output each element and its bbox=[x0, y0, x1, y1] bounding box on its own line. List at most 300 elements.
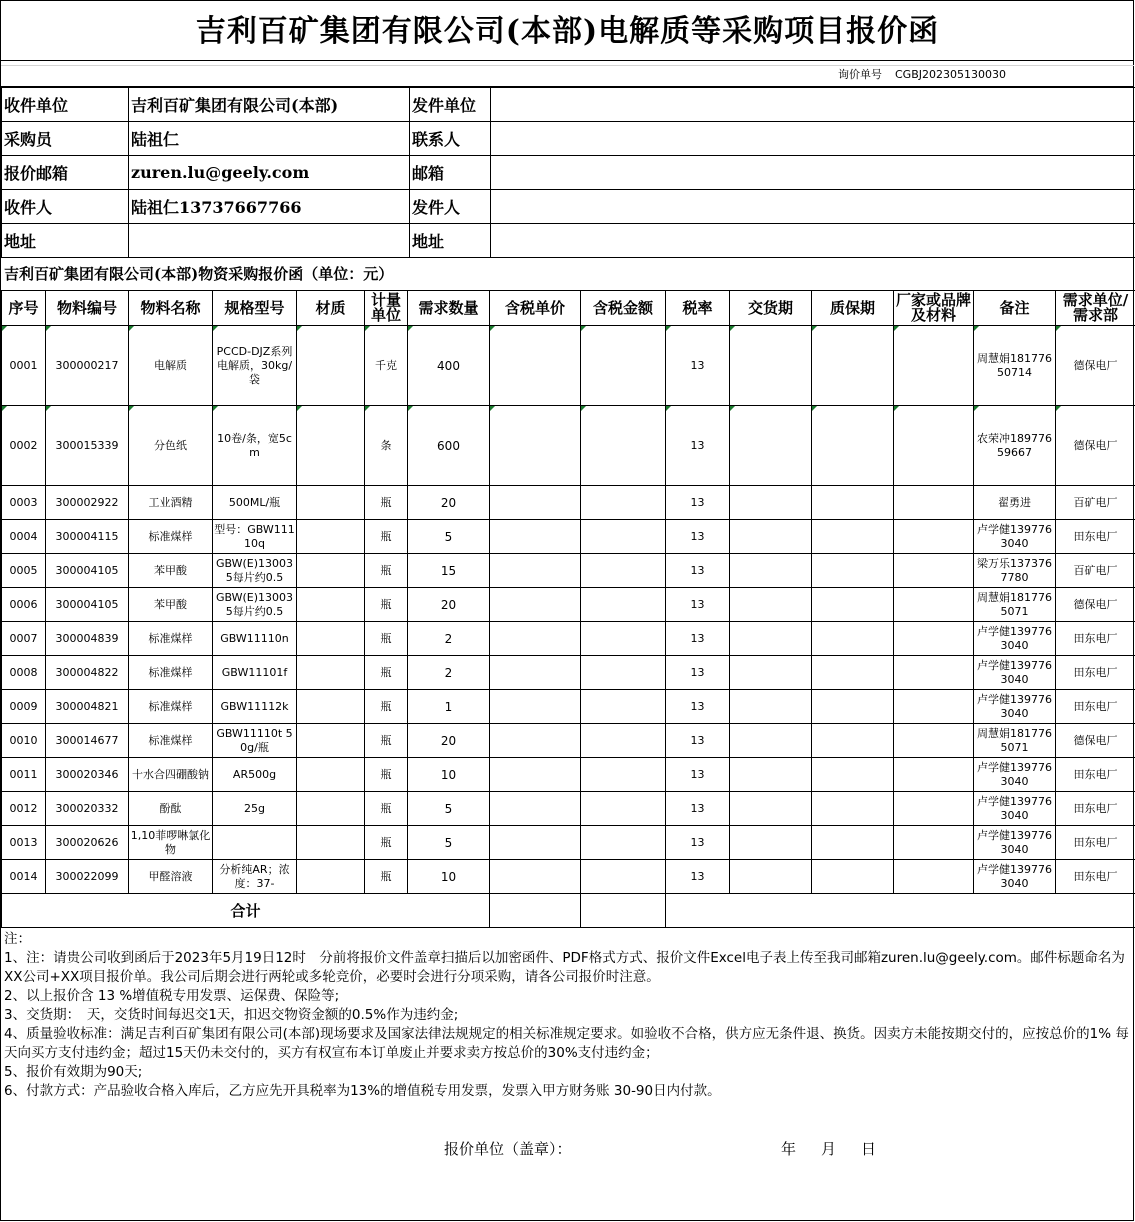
info-label: 地址 bbox=[410, 224, 491, 258]
material-code-text: 300014677 bbox=[55, 733, 119, 747]
unit-text: 千克 bbox=[375, 358, 397, 372]
material-name bbox=[129, 792, 213, 826]
row-number-text: 0004 bbox=[9, 529, 38, 543]
requesting-unit bbox=[1056, 656, 1135, 690]
note-line: 5、报价有效期为90天; bbox=[4, 1064, 143, 1080]
tax-rate-text: 13 bbox=[690, 733, 705, 747]
material-code bbox=[46, 758, 129, 792]
info-value bbox=[491, 190, 1135, 224]
material-code-text: 300004105 bbox=[55, 597, 119, 611]
unit-price bbox=[490, 486, 581, 520]
table-row bbox=[2, 554, 1135, 588]
sign-day: 日 bbox=[861, 1140, 877, 1158]
column-header: 计量单位 bbox=[365, 291, 408, 326]
quantity-text: 20 bbox=[440, 597, 457, 612]
remark-text: 梁万乐1373767780 bbox=[977, 556, 1052, 584]
requesting-unit bbox=[1056, 520, 1135, 554]
unit-text: 瓶 bbox=[380, 665, 392, 679]
material bbox=[297, 860, 365, 894]
spec bbox=[213, 690, 297, 724]
spec bbox=[213, 826, 297, 860]
material-code-text: 300022099 bbox=[55, 869, 119, 883]
info-value bbox=[491, 156, 1135, 190]
quantity bbox=[408, 724, 490, 758]
remark-text: 卢学健1397763040 bbox=[977, 760, 1052, 788]
material bbox=[297, 588, 365, 622]
row-number bbox=[2, 860, 46, 894]
remark bbox=[974, 792, 1056, 826]
info-value bbox=[129, 224, 410, 258]
unit-text: 条 bbox=[380, 438, 392, 452]
material-name-text: 十水合四硼酸钠 bbox=[132, 767, 209, 781]
delivery-period bbox=[730, 622, 812, 656]
unit-price bbox=[490, 588, 581, 622]
remark bbox=[974, 588, 1056, 622]
unit-text: 瓶 bbox=[380, 631, 392, 645]
spec-text: GBW11110t 50g/瓶 bbox=[216, 726, 293, 754]
unit-text: 瓶 bbox=[380, 835, 392, 849]
brand bbox=[894, 758, 974, 792]
unit-text: 瓶 bbox=[380, 767, 392, 781]
inquiry-number: CGBJ202305130030 bbox=[895, 68, 1006, 81]
unit bbox=[365, 724, 408, 758]
material-name-text: 甲醛溶液 bbox=[148, 869, 193, 883]
table-header-row bbox=[2, 291, 1135, 326]
unit bbox=[365, 622, 408, 656]
info-value bbox=[491, 88, 1135, 122]
unit-text: 瓶 bbox=[380, 495, 392, 509]
row-number-text: 0002 bbox=[9, 438, 38, 452]
material-code-text: 300004839 bbox=[55, 631, 119, 645]
material bbox=[297, 826, 365, 860]
row-number bbox=[2, 690, 46, 724]
material bbox=[297, 656, 365, 690]
material-code-text: 300004115 bbox=[55, 529, 119, 543]
requesting-unit-text: 德保电厂 bbox=[1073, 733, 1118, 747]
material-code bbox=[46, 406, 129, 486]
info-value: 吉利百矿集团有限公司(本部) bbox=[129, 88, 410, 122]
material-code bbox=[46, 588, 129, 622]
info-label: 发件单位 bbox=[410, 88, 491, 122]
amount bbox=[581, 690, 666, 724]
unit-text: 瓶 bbox=[380, 699, 392, 713]
brand bbox=[894, 690, 974, 724]
note-line: 3、交货期： 天，交货时间每迟交1天，扣迟交物资金额的0.5%作为违约金; bbox=[4, 1007, 459, 1023]
remark bbox=[974, 486, 1056, 520]
requesting-unit bbox=[1056, 622, 1135, 656]
requesting-unit bbox=[1056, 588, 1135, 622]
remark-text: 周慧娟1817765071 bbox=[977, 726, 1052, 754]
unit bbox=[365, 406, 408, 486]
row-number bbox=[2, 622, 46, 656]
row-number bbox=[2, 656, 46, 690]
amount bbox=[581, 554, 666, 588]
material-name-text: 酚酞 bbox=[159, 801, 182, 815]
material-name bbox=[129, 520, 213, 554]
page-title: 吉利百矿集团有限公司(本部)电解质等采购项目报价函 bbox=[195, 14, 940, 49]
material-code bbox=[46, 826, 129, 860]
amount bbox=[581, 724, 666, 758]
amount bbox=[581, 758, 666, 792]
material-name-text: 1,10菲啰啉氯化物 bbox=[130, 828, 211, 856]
unit-text: 瓶 bbox=[380, 529, 392, 543]
amount bbox=[581, 792, 666, 826]
spec bbox=[213, 758, 297, 792]
delivery-period bbox=[730, 826, 812, 860]
column-header: 厂家或品牌及材料 bbox=[894, 291, 974, 326]
requesting-unit-text: 百矿电厂 bbox=[1073, 495, 1118, 509]
row-number-text: 0007 bbox=[9, 631, 38, 645]
total-unit-price bbox=[490, 894, 581, 928]
row-number bbox=[2, 758, 46, 792]
material-code bbox=[46, 792, 129, 826]
row-number-text: 0010 bbox=[9, 733, 38, 747]
row-number bbox=[2, 724, 46, 758]
material-name-text: 标准煤样 bbox=[148, 733, 193, 747]
spec bbox=[213, 520, 297, 554]
unit bbox=[365, 690, 408, 724]
warranty-period bbox=[812, 406, 894, 486]
material-code bbox=[46, 724, 129, 758]
row-number-text: 0012 bbox=[9, 801, 38, 815]
material-code bbox=[46, 326, 129, 406]
unit-price bbox=[490, 406, 581, 486]
unit bbox=[365, 554, 408, 588]
row-number bbox=[2, 554, 46, 588]
delivery-period bbox=[730, 554, 812, 588]
remark bbox=[974, 326, 1056, 406]
material-name bbox=[129, 554, 213, 588]
info-label: 联系人 bbox=[410, 122, 491, 156]
unit-price bbox=[490, 758, 581, 792]
amount bbox=[581, 656, 666, 690]
material-name-text: 标准煤样 bbox=[148, 665, 193, 679]
row-number-text: 0008 bbox=[9, 665, 38, 679]
amount bbox=[581, 826, 666, 860]
remark bbox=[974, 860, 1056, 894]
requesting-unit-text: 田东电厂 bbox=[1073, 529, 1118, 543]
column-header: 税率 bbox=[666, 291, 730, 326]
remark-text: 卢学健1397763040 bbox=[977, 692, 1052, 720]
row-number bbox=[2, 792, 46, 826]
note-line: 6、付款方式：产品验收合格入库后，乙方应先开具税率为13%的增值税专用发票，发票入甲方财务账 30-90日内付款。 bbox=[4, 1083, 721, 1099]
quantity-text: 20 bbox=[440, 495, 457, 510]
row-number-text: 0011 bbox=[9, 767, 38, 781]
remark bbox=[974, 656, 1056, 690]
material-name-text: 分色纸 bbox=[154, 438, 187, 452]
material bbox=[297, 792, 365, 826]
material bbox=[297, 486, 365, 520]
info-value: 陆祖仁13737667766 bbox=[129, 190, 410, 224]
spec bbox=[213, 486, 297, 520]
quantity-text: 15 bbox=[440, 563, 457, 578]
table-row bbox=[2, 758, 1135, 792]
material-code bbox=[46, 622, 129, 656]
quantity bbox=[408, 326, 490, 406]
table-row bbox=[2, 520, 1135, 554]
column-header: 需求数量 bbox=[408, 291, 490, 326]
row-number bbox=[2, 406, 46, 486]
material-name bbox=[129, 406, 213, 486]
tax-rate-text: 13 bbox=[690, 801, 705, 815]
delivery-period bbox=[730, 860, 812, 894]
spec-text: GBW11101f bbox=[221, 665, 288, 679]
unit bbox=[365, 860, 408, 894]
tax-rate bbox=[666, 826, 730, 860]
tax-rate-text: 13 bbox=[690, 529, 705, 543]
quantity bbox=[408, 792, 490, 826]
quantity bbox=[408, 486, 490, 520]
spec-text: 10卷/条，宽5cm bbox=[217, 431, 292, 459]
requesting-unit-text: 田东电厂 bbox=[1073, 835, 1118, 849]
info-label: 发件人 bbox=[410, 190, 491, 224]
quantity-text: 5 bbox=[444, 835, 453, 850]
requesting-unit-text: 田东电厂 bbox=[1073, 699, 1118, 713]
warranty-period bbox=[812, 656, 894, 690]
delivery-period bbox=[730, 520, 812, 554]
material-code-text: 300004822 bbox=[55, 665, 119, 679]
unit bbox=[365, 758, 408, 792]
info-row bbox=[2, 190, 1135, 224]
column-header: 物料编号 bbox=[46, 291, 129, 326]
tax-rate bbox=[666, 656, 730, 690]
material-code-text: 300015339 bbox=[55, 438, 119, 452]
tax-rate bbox=[666, 622, 730, 656]
material-name bbox=[129, 326, 213, 406]
row-number-text: 0001 bbox=[9, 358, 38, 372]
tax-rate bbox=[666, 588, 730, 622]
remark-text: 卢学健1397763040 bbox=[977, 522, 1052, 550]
warranty-period bbox=[812, 622, 894, 656]
tax-rate bbox=[666, 486, 730, 520]
unit-price bbox=[490, 326, 581, 406]
note-line: 2、以上报价含 13 %增值税专用发票、运保费、保险等; bbox=[4, 988, 340, 1004]
material-name-text: 苯甲酸 bbox=[154, 563, 187, 577]
delivery-period bbox=[730, 758, 812, 792]
requesting-unit bbox=[1056, 758, 1135, 792]
tax-rate bbox=[666, 758, 730, 792]
info-table bbox=[1, 87, 1135, 258]
remark bbox=[974, 622, 1056, 656]
quantity bbox=[408, 554, 490, 588]
unit bbox=[365, 326, 408, 406]
brand bbox=[894, 622, 974, 656]
amount bbox=[581, 520, 666, 554]
material bbox=[297, 326, 365, 406]
divider bbox=[1, 65, 1134, 66]
material-name bbox=[129, 758, 213, 792]
quantity bbox=[408, 520, 490, 554]
requesting-unit-text: 德保电厂 bbox=[1073, 438, 1118, 452]
table-row bbox=[2, 326, 1135, 406]
notes-section bbox=[4, 930, 1132, 1101]
quantity-text: 5 bbox=[444, 529, 453, 544]
material-code-text: 300004821 bbox=[55, 699, 119, 713]
note-line: 4、质量验收标准：满足吉利百矿集团有限公司(本部)现场要求及国家法律法规规定的相关标准规定要求。如验收不合格，供方应无条件退、换货。因卖方未能按期交付的，应按总价的1% 每天向买方支付违约金；超过15天仍未交付的，买方有权宣布本订单废止并要求卖方按总价的30%支付违约金； bbox=[4, 1026, 1129, 1061]
spec bbox=[213, 656, 297, 690]
quantity-text: 20 bbox=[440, 733, 457, 748]
warranty-period bbox=[812, 588, 894, 622]
column-header: 规格型号 bbox=[213, 291, 297, 326]
brand bbox=[894, 326, 974, 406]
divider bbox=[1, 60, 1134, 61]
spec-text: 分析纯AR；浓度：37- bbox=[219, 862, 290, 890]
info-label: 报价邮箱 bbox=[2, 156, 129, 190]
tax-rate-text: 13 bbox=[690, 699, 705, 713]
info-row bbox=[2, 122, 1135, 156]
material bbox=[297, 690, 365, 724]
remark-text: 周慧娟1817765071 bbox=[977, 590, 1052, 618]
unit-price bbox=[490, 690, 581, 724]
quantity bbox=[408, 758, 490, 792]
remark-text: 卢学健1397763040 bbox=[977, 658, 1052, 686]
unit bbox=[365, 826, 408, 860]
tax-rate bbox=[666, 554, 730, 588]
unit-price bbox=[490, 860, 581, 894]
info-label: 采购员 bbox=[2, 122, 129, 156]
material bbox=[297, 758, 365, 792]
info-value bbox=[491, 224, 1135, 258]
remark-text: 卢学健1397763040 bbox=[977, 794, 1052, 822]
info-row bbox=[2, 224, 1135, 258]
info-row bbox=[2, 88, 1135, 122]
row-number bbox=[2, 520, 46, 554]
row-number-text: 0003 bbox=[9, 495, 38, 509]
material-code bbox=[46, 554, 129, 588]
remark bbox=[974, 406, 1056, 486]
tax-rate bbox=[666, 724, 730, 758]
requesting-unit bbox=[1056, 554, 1135, 588]
info-value: zuren.lu@geely.com bbox=[129, 156, 410, 190]
quantity bbox=[408, 588, 490, 622]
tax-rate-text: 13 bbox=[690, 495, 705, 509]
remark bbox=[974, 724, 1056, 758]
tax-rate bbox=[666, 406, 730, 486]
material-name-text: 标准煤样 bbox=[148, 631, 193, 645]
delivery-period bbox=[730, 406, 812, 486]
tax-rate-text: 13 bbox=[690, 631, 705, 645]
warranty-period bbox=[812, 326, 894, 406]
warranty-period bbox=[812, 486, 894, 520]
requesting-unit-text: 田东电厂 bbox=[1073, 869, 1118, 883]
remark-text: 翟勇进 bbox=[998, 495, 1031, 509]
material-name-text: 标准煤样 bbox=[148, 699, 193, 713]
amount bbox=[581, 588, 666, 622]
unit bbox=[365, 656, 408, 690]
unit-price bbox=[490, 520, 581, 554]
column-header: 需求单位/需求部 bbox=[1056, 291, 1135, 326]
material-code-text: 300020346 bbox=[55, 767, 119, 781]
brand bbox=[894, 486, 974, 520]
material-name bbox=[129, 860, 213, 894]
quantity bbox=[408, 860, 490, 894]
quantity bbox=[408, 406, 490, 486]
unit-text: 瓶 bbox=[380, 597, 392, 611]
warranty-period bbox=[812, 554, 894, 588]
table-row bbox=[2, 860, 1135, 894]
column-header: 备注 bbox=[974, 291, 1056, 326]
delivery-period bbox=[730, 656, 812, 690]
sign-month: 月 bbox=[821, 1140, 837, 1158]
quantity bbox=[408, 690, 490, 724]
total-label: 合计 bbox=[2, 894, 490, 928]
sign-year: 年 bbox=[781, 1140, 797, 1158]
requesting-unit bbox=[1056, 724, 1135, 758]
spec-text: GBW(E)130035每片约0.5 bbox=[215, 590, 294, 618]
row-number bbox=[2, 326, 46, 406]
brand bbox=[894, 724, 974, 758]
material-code bbox=[46, 486, 129, 520]
material-name bbox=[129, 486, 213, 520]
remark-text: 卢学健1397763040 bbox=[977, 624, 1052, 652]
table-subtitle: 吉利百矿集团有限公司(本部)物资采购报价函（单位：元） bbox=[4, 265, 394, 283]
amount bbox=[581, 622, 666, 656]
quantity-text: 10 bbox=[440, 869, 457, 884]
tax-rate-text: 13 bbox=[690, 835, 705, 849]
info-label: 地址 bbox=[2, 224, 129, 258]
note-line: 注： bbox=[4, 931, 31, 947]
quantity bbox=[408, 826, 490, 860]
material-name bbox=[129, 656, 213, 690]
unit bbox=[365, 486, 408, 520]
column-header: 交货期 bbox=[730, 291, 812, 326]
row-number bbox=[2, 588, 46, 622]
table-row bbox=[2, 588, 1135, 622]
warranty-period bbox=[812, 724, 894, 758]
row-number bbox=[2, 826, 46, 860]
table-row bbox=[2, 656, 1135, 690]
tax-rate bbox=[666, 792, 730, 826]
amount bbox=[581, 326, 666, 406]
material bbox=[297, 406, 365, 486]
tax-rate-text: 13 bbox=[690, 438, 705, 452]
warranty-period bbox=[812, 826, 894, 860]
unit-text: 瓶 bbox=[380, 733, 392, 747]
delivery-period bbox=[730, 588, 812, 622]
spec bbox=[213, 860, 297, 894]
note-line: 1、注：请贵公司收到函后于2023年5月19日12时 分前将报价文件盖章扫描后以加密函件、PDF格式方式、报价文件Excel电子表上传至我司邮箱zuren.lu@geely.com。邮件标题命名为XX公司+XX项目报价单。我公司后期会进行两轮或多轮竞价，必要时会进行分项采购，请各公司报价时注意。 bbox=[4, 950, 1125, 985]
info-value: 陆祖仁 bbox=[129, 122, 410, 156]
tax-rate bbox=[666, 520, 730, 554]
brand bbox=[894, 588, 974, 622]
brand bbox=[894, 554, 974, 588]
quantity-text: 2 bbox=[444, 631, 453, 646]
table-row bbox=[2, 792, 1135, 826]
material-code bbox=[46, 860, 129, 894]
quantity bbox=[408, 622, 490, 656]
column-header: 序号 bbox=[2, 291, 46, 326]
material-name bbox=[129, 588, 213, 622]
brand bbox=[894, 406, 974, 486]
material-name bbox=[129, 690, 213, 724]
tax-rate-text: 13 bbox=[690, 869, 705, 883]
spec-text: 型号：GBW11110q bbox=[214, 522, 295, 550]
material-name bbox=[129, 724, 213, 758]
warranty-period bbox=[812, 758, 894, 792]
spec bbox=[213, 406, 297, 486]
column-header: 材质 bbox=[297, 291, 365, 326]
remark bbox=[974, 690, 1056, 724]
remark bbox=[974, 554, 1056, 588]
row-number-text: 0005 bbox=[9, 563, 38, 577]
inquiry-label: 询价单号 bbox=[838, 68, 882, 81]
table-row bbox=[2, 826, 1135, 860]
material-code-text: 300004105 bbox=[55, 563, 119, 577]
material-name bbox=[129, 826, 213, 860]
row-number-text: 0014 bbox=[9, 869, 38, 883]
brand bbox=[894, 860, 974, 894]
requesting-unit-text: 田东电厂 bbox=[1073, 767, 1118, 781]
